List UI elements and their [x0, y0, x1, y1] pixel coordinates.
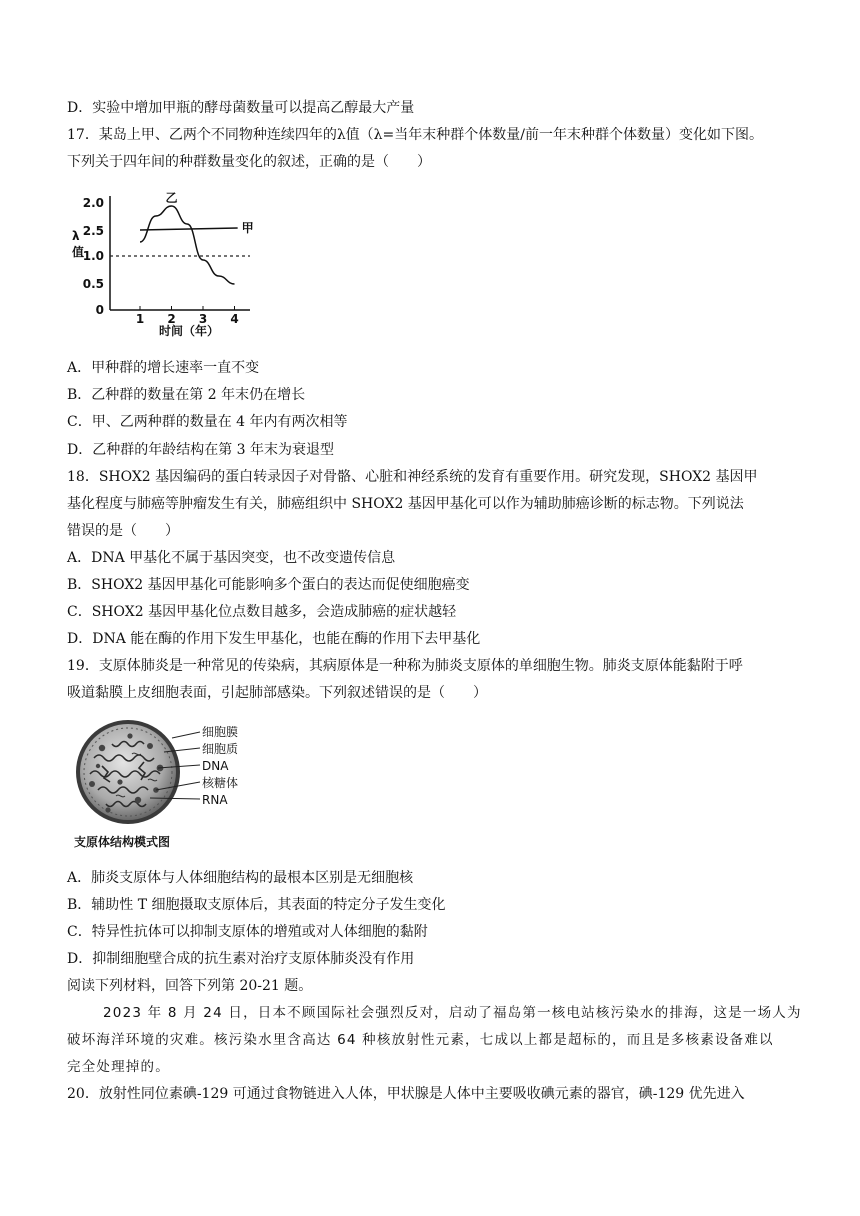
q18-option-a: A．DNA 甲基化不属于基因突变，也不改变遗传信息 — [67, 550, 396, 566]
y-axis-label-char-2: 值 — [72, 245, 85, 259]
reading-paragraph-line-3: 完全处理掉的。 — [67, 1059, 170, 1075]
figure-caption: 支原体结构模式图 — [74, 835, 171, 849]
label-cell-membrane: 细胞膜 — [202, 725, 239, 739]
q18-stem-line-2: 基化程度与肺癌等肿瘤发生有关，肺癌组织中 SHOX2 基因甲基化可以作为辅助肺癌诊断的标志物。下列说法 — [67, 496, 744, 512]
x-tick-label: 1 — [135, 312, 145, 326]
y-tick-label: 2.5 — [82, 224, 104, 238]
y-axis-label-char-1: λ — [72, 229, 80, 243]
series-jia-line — [140, 228, 238, 230]
q18-option-b: B．SHOX2 基因甲基化可能影响多个蛋白的表达而促使细胞癌变 — [67, 577, 470, 593]
q19-option-c: C．特异性抗体可以抑制支原体的增殖或对人体细胞的黏附 — [67, 924, 428, 940]
x-axis-label: 时间（年） — [159, 324, 220, 338]
reading-paragraph-line-2: 破坏海洋环境的灾难。核污染水里含高达 64 种核放射性元素，七成以上都是超标的，而且是多核素设备难以 — [67, 1032, 774, 1048]
lambda-line-chart — [66, 188, 266, 344]
reading-paragraph-line-1: 2023 年 8 月 24 日，日本不顾国际社会强烈反对，启动了福岛第一核电站核污染水的排海，这是一场人为 — [103, 1005, 802, 1021]
y-tick-label: 2.0 — [82, 196, 104, 210]
q19-stem-line-2: 吸道黏膜上皮细胞表面，引起肺部感染。下列叙述错误的是（ ） — [67, 685, 487, 701]
series-yi-label: 乙 — [165, 191, 178, 205]
q18-option-d: D．DNA 能在酶的作用下发生甲基化，也能在酶的作用下去甲基化 — [67, 631, 481, 647]
q17-option-b: B．乙种群的数量在第 2 年末仍在增长 — [67, 387, 306, 403]
series-jia-label: 甲 — [241, 221, 254, 235]
label-rna: RNA — [202, 793, 228, 807]
x-tick-label: 4 — [230, 312, 239, 326]
q18-stem-line-1: 18．SHOX2 基因编码的蛋白转录因子对骨骼、心脏和神经系统的发育有重要作用。研究发现，SHOX2 基因甲 — [67, 469, 758, 485]
label-ribosome: 核糖体 — [202, 776, 239, 790]
y-tick-label: 0.5 — [82, 277, 104, 291]
x-tick-label: 3 — [198, 312, 208, 326]
label-cytoplasm: 细胞质 — [202, 742, 239, 756]
label-dna: DNA — [202, 759, 229, 773]
y-tick-label: 0 — [95, 303, 104, 317]
q19-option-b: B．辅助性 T 细胞摄取支原体后，其表面的特定分子发生变化 — [67, 897, 446, 913]
q19-stem-line-1: 19．支原体肺炎是一种常见的传染病，其病原体是一种称为肺炎支原体的单细胞生物。肺炎支原体能黏附于呼 — [67, 658, 743, 674]
q17-stem-line-2: 下列关于四年间的种群数量变化的叙述，正确的是（ ） — [67, 154, 431, 170]
q17-stem-line-1: 17．某岛上甲、乙两个不同物种连续四年的λ值（λ=当年末种群个体数量/前一年末种群个体数量）变化如下图。 — [67, 127, 764, 143]
chart-axes — [110, 196, 250, 310]
q16-option-d: D．实验中增加甲瓶的酵母菌数量可以提高乙醇最大产量 — [67, 100, 415, 116]
q20-stem-line-1: 20．放射性同位素碘-129 可通过食物链进入人体，甲状腺是人体中主要吸收碘元素的器官，碘-129 优先进入 — [67, 1086, 745, 1102]
q19-option-a: A．肺炎支原体与人体细胞结构的最根本区别是无细胞核 — [67, 870, 414, 886]
q19-option-d: D．抑制细胞壁合成的抗生素对治疗支原体肺炎没有作用 — [67, 951, 415, 967]
reading-intro: 阅读下列材料，回答下列第 20-21 题。 — [67, 978, 313, 994]
q17-option-d: D．乙种群的年龄结构在第 3 年末为衰退型 — [67, 442, 335, 458]
q17-option-a: A．甲种群的增长速率一直不变 — [67, 360, 260, 376]
q18-option-c: C．SHOX2 基因甲基化位点数目越多，会造成肺癌的症状越轻 — [67, 604, 457, 620]
q18-stem-line-3: 错误的是（ ） — [67, 523, 179, 539]
x-tick-label: 2 — [167, 312, 176, 326]
q17-option-c: C．甲、乙两种群的数量在 4 年内有两次相等 — [67, 414, 348, 430]
series-yi-line — [140, 206, 235, 284]
mycoplasma-structure-figure — [72, 718, 262, 854]
y-tick-label: 1.0 — [82, 249, 104, 263]
